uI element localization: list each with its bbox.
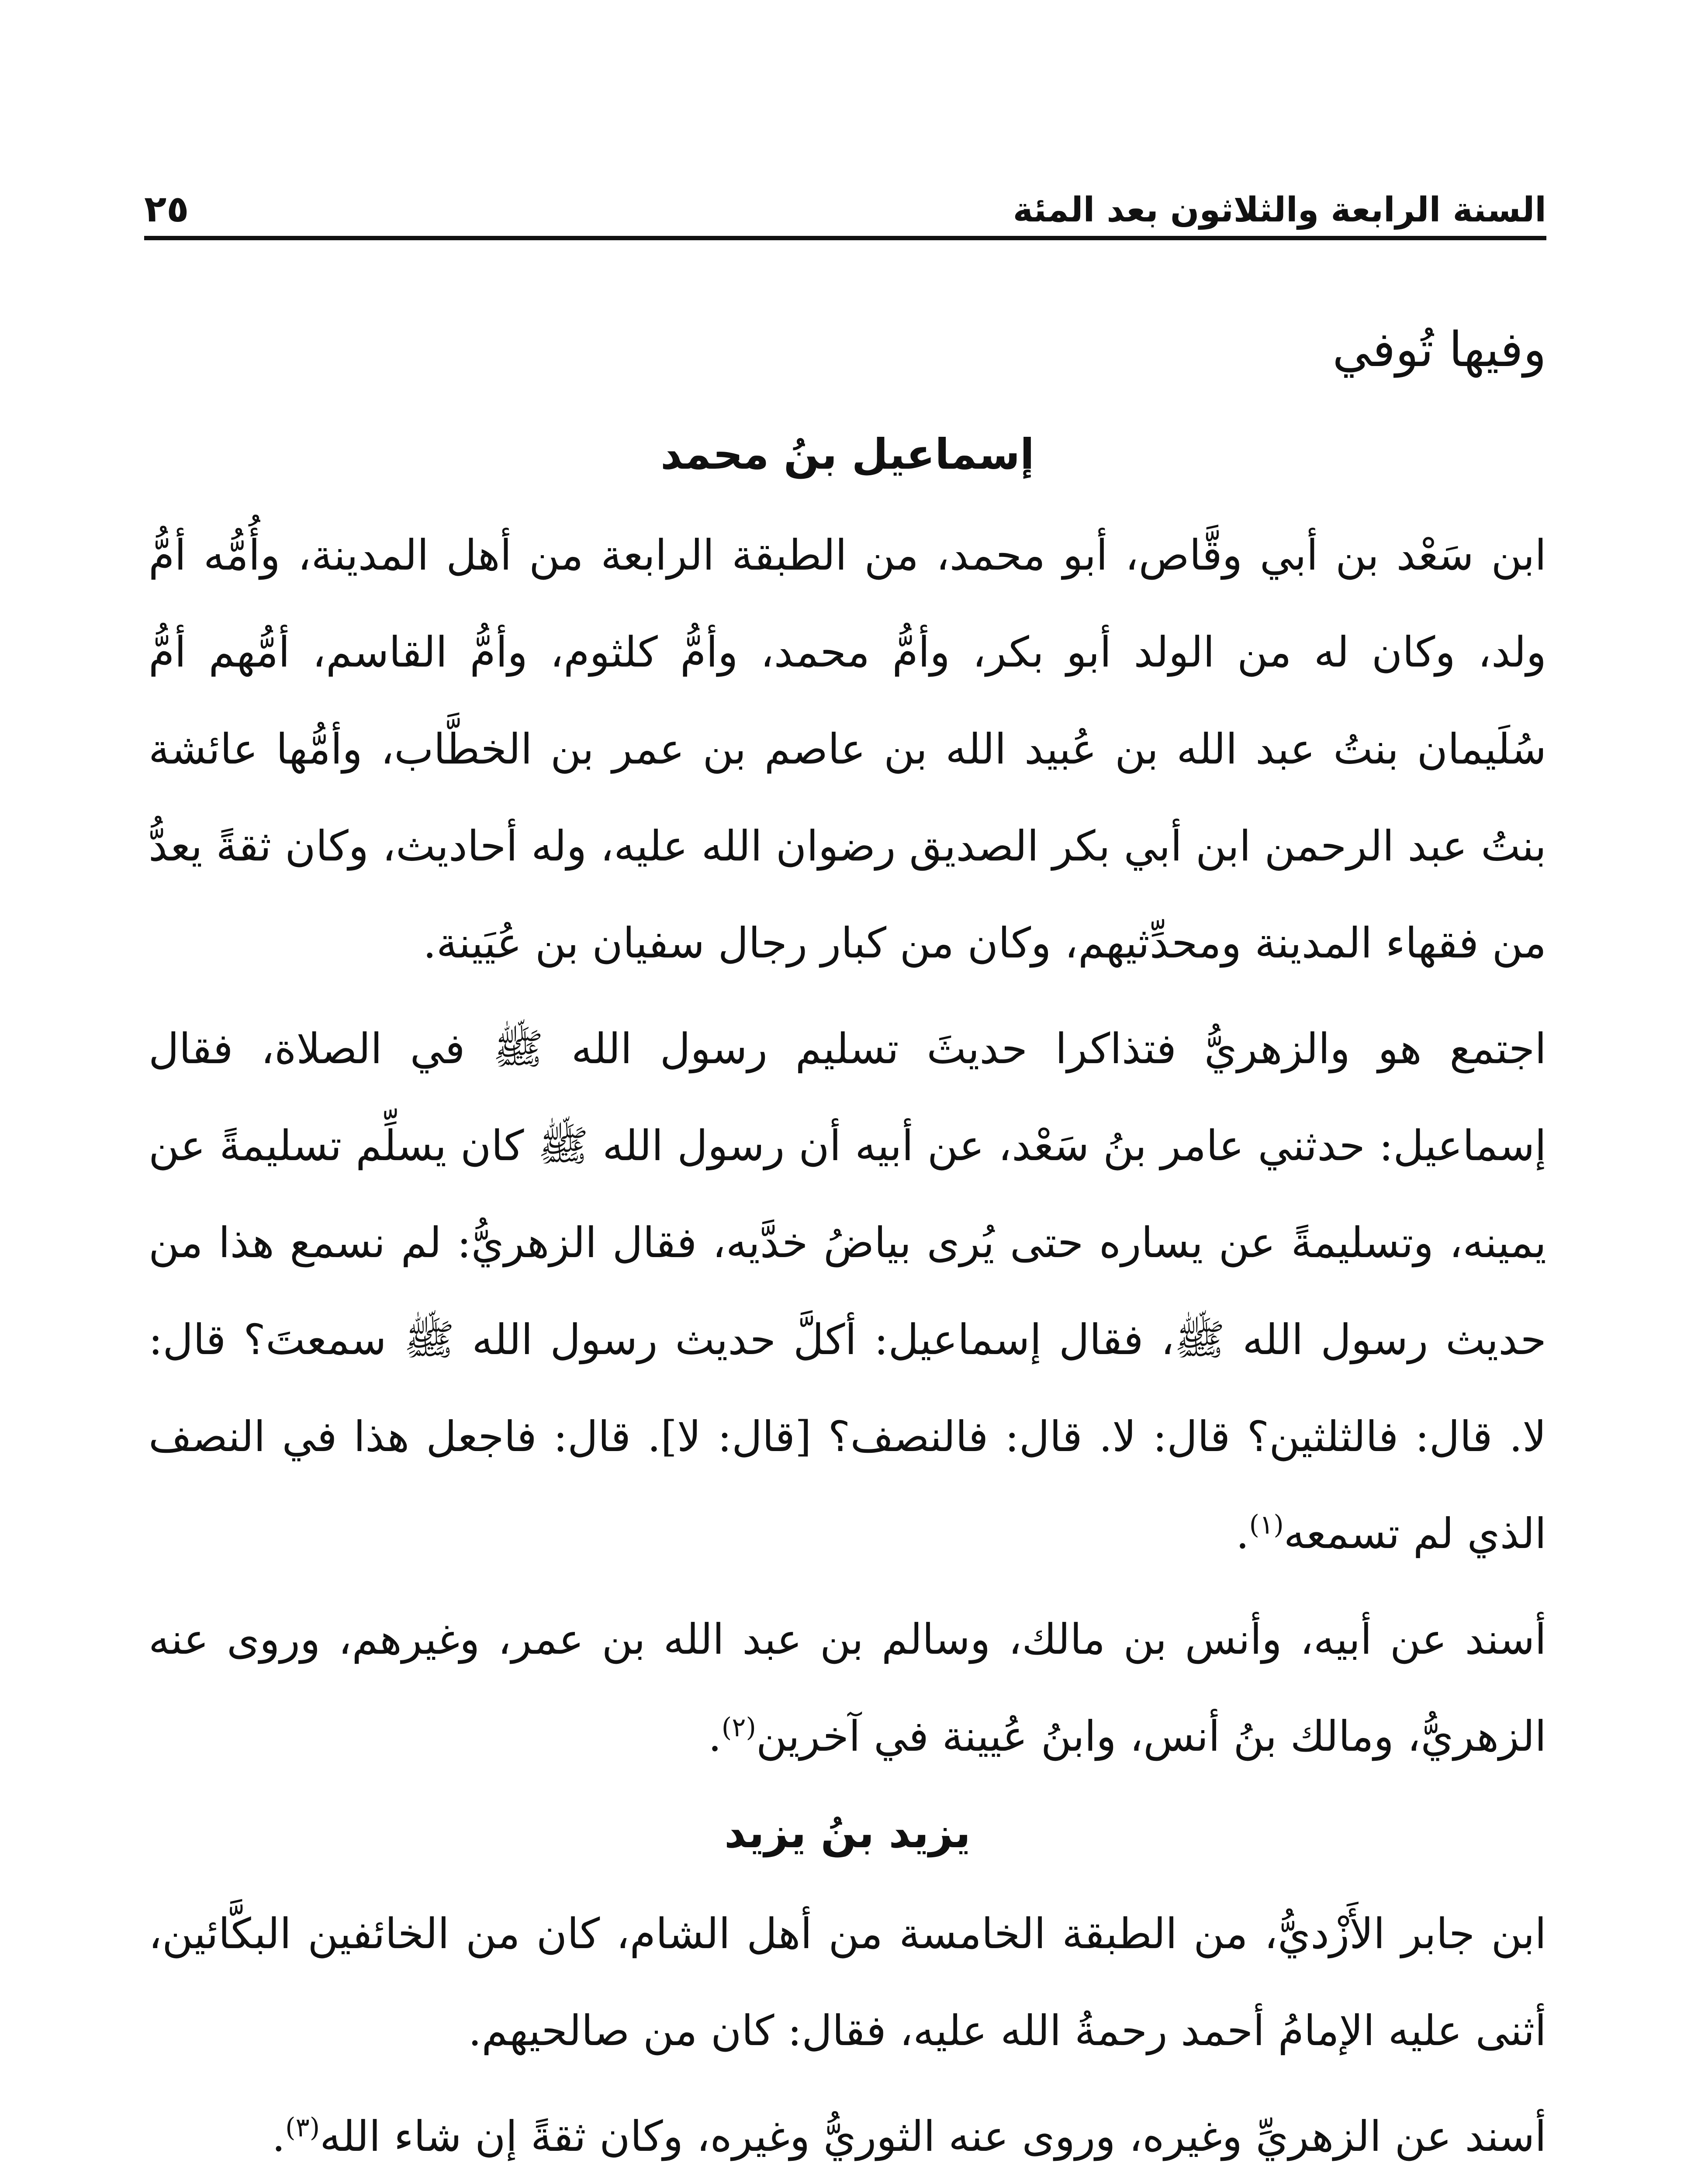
header-rule (144, 236, 1546, 240)
footnote-marker: (٢) (721, 1712, 756, 1743)
footnote-marker: (١) (1249, 1510, 1284, 1540)
page-number: ٢٥ (144, 187, 189, 230)
biography-heading-ismail: إسماعيل بنُ محمد (660, 430, 1034, 479)
paragraph-text: ابن جابر الأَزْديُّ، من الطبقة الخامسة من أهل الشام، كان من الخائفين البكَّائين، أثنى عليه الإمامُ أحمد رحمةُ الله عليه، فقال: كان من صالحيهم. (149, 1909, 1547, 2055)
header-title: السنة الرابعة والثلاثون بعد المئة (1013, 190, 1546, 230)
biography-paragraph: أسند عن أبيه، وأنس بن مالك، وسالم بن عبد الله بن عمر، وغيرهم، وروى عنه الزهريُّ، ومالك بنُ أنس، وابنُ عُيينة في آخرين$^{(٢)}$. (149, 1615, 1546, 1761)
biography-paragraph: اجتمع هو والزهريُّ فتذاكرا حديثَ تسليم رسول الله ﷺ في الصلاة، فقال إسماعيل: حدثني عامر بنُ سَعْد، عن أبيه أن رسول الله ﷺ كان يسلِّم تسليمةً عن يمينه، وتسليمةً عن يساره حتى يُرى بياضُ خدَّيه، فقال الزهريُّ: لم نسمع هذا من حديث رسول الله ﷺ، فقال إسماعيل: أكلَّ حديث رسول الله ﷺ سمعتَ؟ قال: لا. قال: فالثلثين؟ قال: لا. قال: فالنصف؟ [قال: لا]. قال: فاجعل هذا في النصف الذي لم تسمعه$^{(١)}$. (149, 1024, 1547, 1558)
paragraph-text: أسند عن أبيه، وأنس بن مالك، وسالم بن عبد الله بن عمر، وغيرهم، وروى عنه الزهريُّ، ومالك بنُ أنس، وابنُ عُيينة في آخرين (149, 1615, 1546, 1761)
biography-paragraph: أسند عن الزهريِّ وغيره، وروى عنه الثوريُّ وغيره، وكان ثقةً إن شاء الله$^{(٣)}$. (272, 2112, 1546, 2161)
page-content (149, 262, 1546, 2184)
biography-heading-yazid: يزيد بنُ يزيد (724, 1808, 971, 1857)
footnote-marker: (٣) (285, 2112, 320, 2143)
intro-line: وفيها تُوفي (1332, 321, 1546, 377)
biography-paragraph (149, 1885, 1546, 2079)
paragraph-text: اجتمع هو والزهريُّ فتذاكرا حديثَ تسليم رسول الله ﷺ في الصلاة، فقال إسماعيل: حدثني عامر بنُ سَعْد، عن أبيه أن رسول الله ﷺ كان يسلِّم تسليمةً عن يمينه، وتسليمةً عن يساره حتى يُرى بياضُ خدَّيه، فقال الزهريُّ: لم نسمع هذا من حديث رسول الله ﷺ، فقال إسماعيل: أكلَّ حديث رسول الله ﷺ سمعتَ؟ قال: لا. قال: فالثلثين؟ قال: لا. قال: فالنصف؟ [قال: لا]. قال: فاجعل هذا في النصف الذي لم تسمعه (149, 1024, 1547, 1558)
paragraph-text: ابن سَعْد بن أبي وقَّاص، أبو محمد، من الطبقة الرابعة من أهل المدينة، وأُمُّه أمُّ ولد، وكان له من الولد أبو بكر، وأمُّ محمد، وأمُّ كلثوم، وأمُّ القاسم، أمُّهم أمُّ سُلَيمان بنتُ عبد الله بن عُبيد الله بن عاصم بن عمر بن الخطَّاب، وأمُّها عائشة بنتُ عبد الرحمن ابن أبي بكر الصديق رضوان الله عليه، وله أحاديث، وكان ثقةً يعدُّ من فقهاء المدينة ومحدِّثيهم، وكان من كبار رجال سفيان بن عُيَينة. (149, 531, 1547, 968)
running-header (144, 166, 1546, 230)
biography-paragraph (149, 507, 1546, 992)
paragraph-text: أسند عن الزهريِّ وغيره، وروى عنه الثوريُّ وغيره، وكان ثقةً إن شاء الله (320, 2112, 1546, 2161)
